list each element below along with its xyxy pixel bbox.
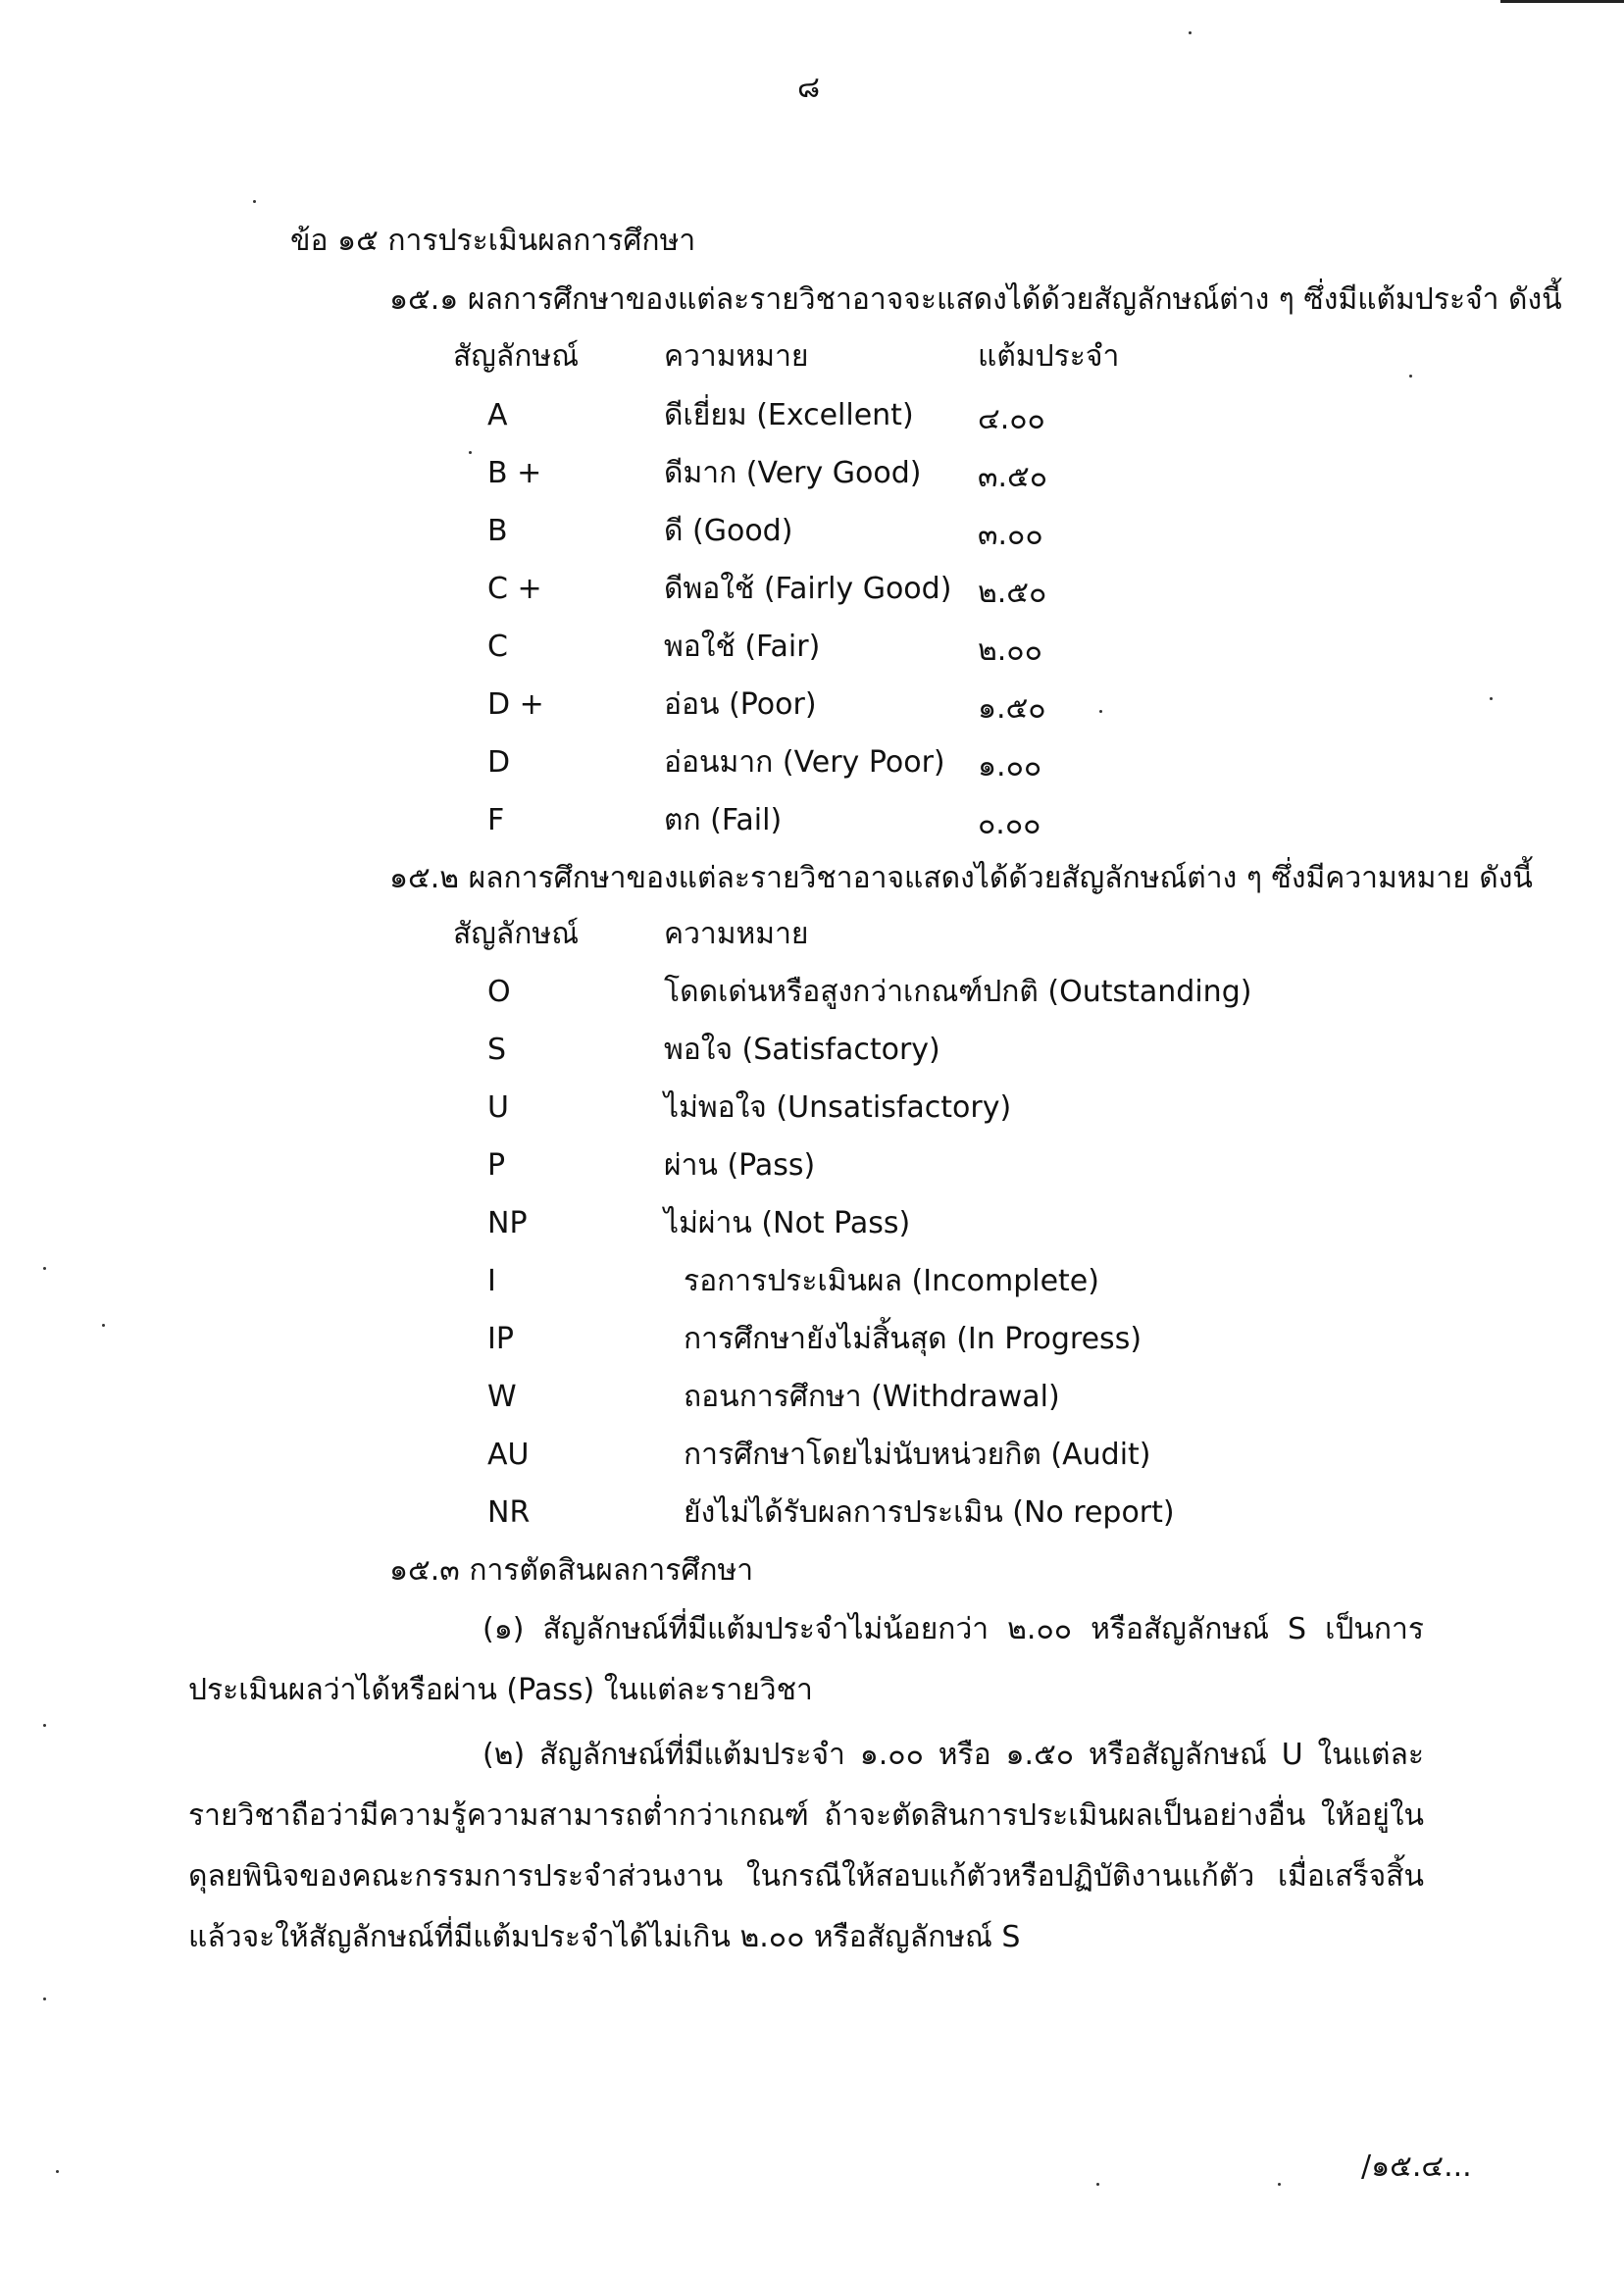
s1-meaning: ดีพอใช้ (Fairly Good) xyxy=(664,572,952,606)
scan-speck xyxy=(56,2170,59,2173)
scan-speck xyxy=(1278,2183,1281,2186)
s1-symbol: B xyxy=(487,514,508,548)
s2-meaning: ถอนการศึกษา (Withdrawal) xyxy=(684,1380,1060,1414)
s2-symbol: U xyxy=(487,1090,509,1125)
s2-symbol: NR xyxy=(487,1495,531,1530)
s2-symbol: S xyxy=(487,1033,507,1067)
scan-speck xyxy=(102,1324,105,1327)
s2-meaning: โดดเด่นหรือสูงกว่าเกณฑ์ปกติ (Outstanding) xyxy=(664,975,1252,1009)
s2-meaning: ไม่ผ่าน (Not Pass) xyxy=(664,1206,911,1240)
continuation-marker: /๑๕.๔... xyxy=(1361,2149,1472,2184)
s2-meaning: การศึกษาโดยไม่นับหน่วยกิต (Audit) xyxy=(684,1438,1151,1472)
s2-symbol: O xyxy=(487,975,511,1009)
s2-meaning: ยังไม่ได้รับผลการประเมิน (No report) xyxy=(684,1495,1175,1530)
scan-speck xyxy=(469,451,472,454)
s2-meaning: รอการประเมินผล (Incomplete) xyxy=(684,1264,1099,1298)
s2-meaning: ไม่พอใจ (Unsatisfactory) xyxy=(664,1090,1012,1125)
scan-speck xyxy=(1099,710,1102,713)
s1-col-meaning: ความหมาย xyxy=(664,339,809,374)
s3-paragraph-1: (๑) สัญลักษณ์ที่มีแต้มประจำไม่น้อยกว่า ๒.๐๐ หรือสัญลักษณ์ S เป็นการประเมินผลว่าได้หรือผ่าน (Pass) ในแต่ละรายวิชา xyxy=(188,1612,1424,1707)
s1-points: ๔.๐๐ xyxy=(978,402,1045,436)
s2-meaning: พอใจ (Satisfactory) xyxy=(664,1033,940,1067)
s2-meaning: ผ่าน (Pass) xyxy=(664,1148,816,1183)
s1-symbol: A xyxy=(487,398,508,432)
s1-col-points: แต้มประจำ xyxy=(978,339,1120,374)
s2-symbol: P xyxy=(487,1148,506,1183)
s1-heading: ๑๕.๑ ผลการศึกษาของแต่ละรายวิชาอาจจะแสดงได้ด้วยสัญลักษณ์ต่าง ๆ ซึ่งมีแต้มประจำ ดังนี้ xyxy=(389,282,1562,317)
s1-meaning: อ่อนมาก (Very Poor) xyxy=(664,745,945,780)
scan-speck xyxy=(1409,375,1412,378)
s2-symbol: AU xyxy=(487,1438,530,1472)
s2-meaning: การศึกษายังไม่สิ้นสุด (In Progress) xyxy=(684,1322,1142,1356)
scan-edge-line xyxy=(1500,0,1624,3)
scan-speck xyxy=(253,200,256,203)
scan-speck xyxy=(43,1997,46,2000)
s1-symbol: C + xyxy=(487,572,542,606)
s1-col-symbol: สัญลักษณ์ xyxy=(453,339,580,374)
s2-symbol: I xyxy=(487,1264,496,1298)
page-number: ๘ xyxy=(797,71,821,105)
s1-meaning: ตก (Fail) xyxy=(664,803,783,837)
scan-speck xyxy=(1189,31,1192,34)
s2-heading: ๑๕.๒ ผลการศึกษาของแต่ละรายวิชาอาจแสดงได้ด้วยสัญลักษณ์ต่าง ๆ ซึ่งมีความหมาย ดังนี้ xyxy=(389,861,1533,895)
scan-speck xyxy=(43,1724,46,1727)
s1-meaning: ดี (Good) xyxy=(664,514,793,548)
s1-meaning: อ่อน (Poor) xyxy=(664,687,817,722)
s1-symbol: D + xyxy=(487,687,544,722)
s1-points: ๓.๐๐ xyxy=(978,518,1043,552)
scan-speck xyxy=(1490,697,1493,700)
s3-paragraph-2: (๒) สัญลักษณ์ที่มีแต้มประจำ ๑.๐๐ หรือ ๑.๕๐ หรือสัญลักษณ์ U ในแต่ละรายวิชาถือว่ามีความรู้ความสามารถต่ำกว่าเกณฑ์ ถ้าจะตัดสินการประเมินผลเป็นอย่างอื่น ให้อยู่ในดุลยพินิจของคณะกรรมการประจำส่วนงาน ในกรณีให้สอบแก้ตัวหรือปฏิบัติงานแก้ตัว เมื่อเสร็จสิ้นแล้วจะให้สัญลักษณ์ที่มีแต้มประจำได้ไม่เกิน ๒.๐๐ หรือสัญลักษณ์ S xyxy=(188,1738,1424,1954)
s1-points: ๓.๕๐ xyxy=(978,460,1048,494)
s2-col-symbol: สัญลักษณ์ xyxy=(453,917,580,951)
s1-meaning: ดีมาก (Very Good) xyxy=(664,456,922,490)
scan-speck xyxy=(1096,2183,1099,2186)
section-title: ข้อ ๑๕ การประเมินผลการศึกษา xyxy=(290,224,696,258)
s1-symbol: C xyxy=(487,630,508,664)
scan-speck xyxy=(43,1267,46,1270)
s3-heading: ๑๕.๓ การตัดสินผลการศึกษา xyxy=(389,1553,754,1588)
s1-symbol: B + xyxy=(487,456,542,490)
s2-symbol: IP xyxy=(487,1322,514,1356)
s1-meaning: พอใช้ (Fair) xyxy=(664,630,821,664)
s1-points: ๑.๕๐ xyxy=(978,691,1046,726)
s1-points: ๒.๐๐ xyxy=(978,633,1042,668)
s1-points: ๑.๐๐ xyxy=(978,749,1042,784)
s2-symbol: W xyxy=(487,1380,517,1414)
s2-col-meaning: ความหมาย xyxy=(664,917,809,951)
s1-symbol: F xyxy=(487,803,505,837)
s2-symbol: NP xyxy=(487,1206,528,1240)
s1-meaning: ดีเยี่ยม (Excellent) xyxy=(664,398,914,432)
s1-points: ๐.๐๐ xyxy=(978,807,1041,841)
s1-symbol: D xyxy=(487,745,511,780)
s1-points: ๒.๕๐ xyxy=(978,576,1047,610)
